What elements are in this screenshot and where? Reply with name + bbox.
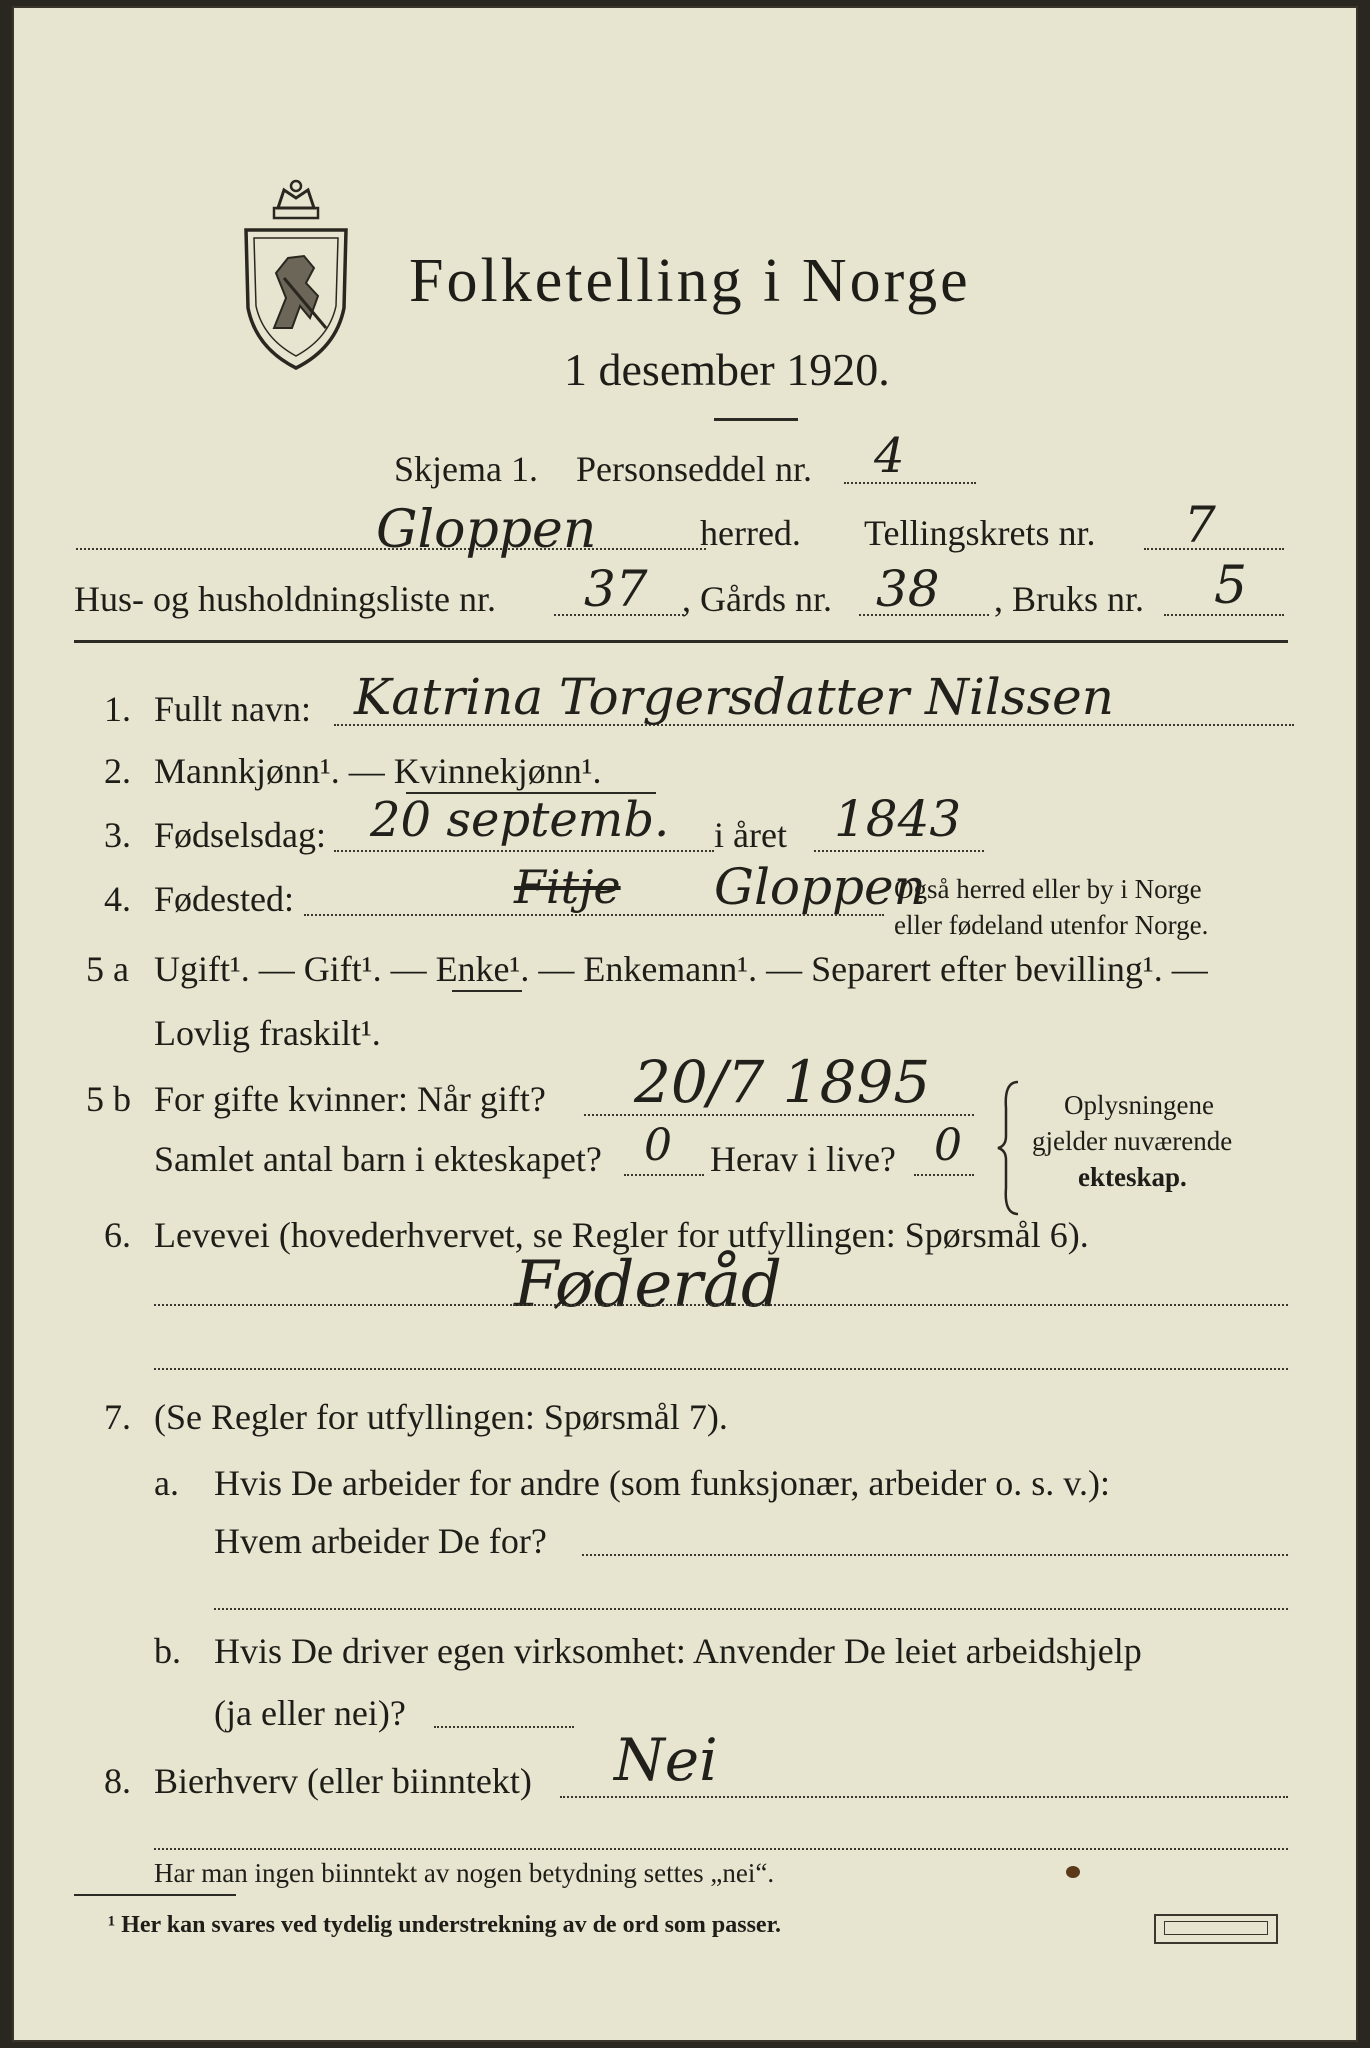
herred-label: herred. <box>700 513 801 553</box>
herred-value: Gloppen <box>376 500 597 560</box>
q3-year-value: 1843 <box>834 790 962 848</box>
gards-label: , Gårds nr. <box>682 579 832 619</box>
q5b-alive-line <box>914 1174 974 1176</box>
q3-number: 3. <box>104 815 131 855</box>
q7a-line-2 <box>214 1608 1288 1610</box>
footnote-rule <box>74 1894 236 1896</box>
q3-line <box>334 850 714 852</box>
personseddel-line <box>844 482 976 484</box>
ink-blot <box>1066 1866 1080 1878</box>
q6-number: 6. <box>104 1215 131 1255</box>
q5b-note-line2: gjelder nuværende <box>1032 1126 1233 1156</box>
norwegian-coat-of-arms-icon <box>226 178 366 378</box>
brace-icon <box>994 1078 1024 1218</box>
q4-value: Gloppen <box>714 858 926 916</box>
q1-label: Fullt navn: <box>154 689 312 729</box>
schema-label: Skjema 1. <box>394 449 538 489</box>
q8-number: 8. <box>104 1761 131 1801</box>
q5b-label: For gifte kvinner: Når gift? <box>154 1079 546 1119</box>
bruks-value: 5 <box>1214 556 1248 616</box>
q6-line-2 <box>154 1368 1288 1370</box>
q5b-children-line <box>624 1174 704 1176</box>
q4-number: 4. <box>104 879 131 919</box>
q8-line-2 <box>154 1848 1288 1850</box>
q5a-number: 5 a <box>86 949 129 989</box>
census-form <box>14 8 1356 2040</box>
q5b-alive-label: Herav i live? <box>710 1139 896 1179</box>
q5a-label: Ugift¹. — Gift¹. — Enke¹. — Enkemann¹. — Separert efter bevilling¹. — <box>154 949 1208 989</box>
tellingskrets-label: Tellingskrets nr. <box>864 513 1096 553</box>
q7-number: 7. <box>104 1397 131 1437</box>
q8-value: Nei <box>614 1726 718 1794</box>
q7b-line <box>434 1726 574 1728</box>
q3-year-line <box>814 850 984 852</box>
q5b-children-label: Samlet antal barn i ekteskapet? <box>154 1139 602 1179</box>
census-date: 1 desember 1920. <box>564 344 890 395</box>
q2-label: Mannkjønn¹. — Kvinnekjønn¹. <box>154 751 602 791</box>
q4-value-struck: Fitje <box>514 860 621 914</box>
title-divider <box>714 418 798 421</box>
header-rule <box>74 640 1288 643</box>
q1-value: Katrina Torgersdatter Nilssen <box>354 668 1114 726</box>
tellingskrets-value: 7 <box>1184 496 1216 554</box>
q7b-label-line2: (ja eller nei)? <box>214 1693 406 1733</box>
personseddel-value: 4 <box>874 428 905 484</box>
q5b-number: 5 b <box>86 1079 131 1119</box>
q6-line-1 <box>154 1304 1288 1306</box>
bruks-label: , Bruks nr. <box>994 579 1145 619</box>
q5b-note-line1: Oplysningene <box>1064 1090 1214 1120</box>
q5a-label-line2: Lovlig fraskilt¹. <box>154 1013 381 1053</box>
q4-label: Fødested: <box>154 879 294 919</box>
q7a-label-line2: Hvem arbeider De for? <box>214 1521 547 1561</box>
footnote: ¹ Her kan svares ved tydelig understrekning av de ord som passer. <box>108 1912 782 1938</box>
q1-number: 1. <box>104 689 131 729</box>
biinntekt-note: Har man ingen biinntekt av nogen betydning settes „nei“. <box>154 1858 775 1888</box>
q3-year-label: i året <box>714 815 787 855</box>
q7a-line-1 <box>582 1554 1288 1556</box>
husliste-value: 37 <box>584 560 648 618</box>
gards-value: 38 <box>876 560 940 618</box>
q7b-label: Hvis De driver egen virksomhet: Anvender De leiet arbeidshjelp <box>214 1631 1142 1671</box>
q7b-number: b. <box>154 1631 181 1671</box>
form-title: Folketelling i Norge <box>409 247 971 315</box>
personseddel-label: Personseddel nr. <box>576 449 812 489</box>
q3-label: Fødselsdag: <box>154 815 327 855</box>
q5b-children-value: 0 <box>644 1120 672 1171</box>
q6-label: Levevei (hovederhvervet, se Regler for utfyllingen: Spørsmål 6). <box>154 1215 1089 1255</box>
q5b-alive-value: 0 <box>934 1120 962 1171</box>
q5b-value: 20/7 1895 <box>634 1048 931 1116</box>
q7-label: (Se Regler for utfyllingen: Spørsmål 7). <box>154 1397 728 1437</box>
q7a-number: a. <box>154 1463 179 1503</box>
q4-note-line1: Også herred eller by i Norge <box>894 874 1202 904</box>
q7a-label: Hvis De arbeider for andre (som funksjonær, arbeider o. s. v.): <box>214 1463 1110 1503</box>
q8-label: Bierhverv (eller biinntekt) <box>154 1761 532 1801</box>
husliste-label: Hus- og husholdningsliste nr. <box>74 579 497 619</box>
q6-value: Føderåd <box>514 1248 782 1322</box>
q5a-underline-enke <box>452 990 522 992</box>
q4-note-line2: eller fødeland utenfor Norge. <box>894 910 1209 940</box>
q2-number: 2. <box>104 751 131 791</box>
q5b-note-line3: ekteskap. <box>1078 1162 1187 1192</box>
q8-line-1 <box>560 1796 1288 1798</box>
q3-value: 20 septemb. <box>370 792 670 848</box>
printer-stamp <box>1154 1914 1278 1944</box>
